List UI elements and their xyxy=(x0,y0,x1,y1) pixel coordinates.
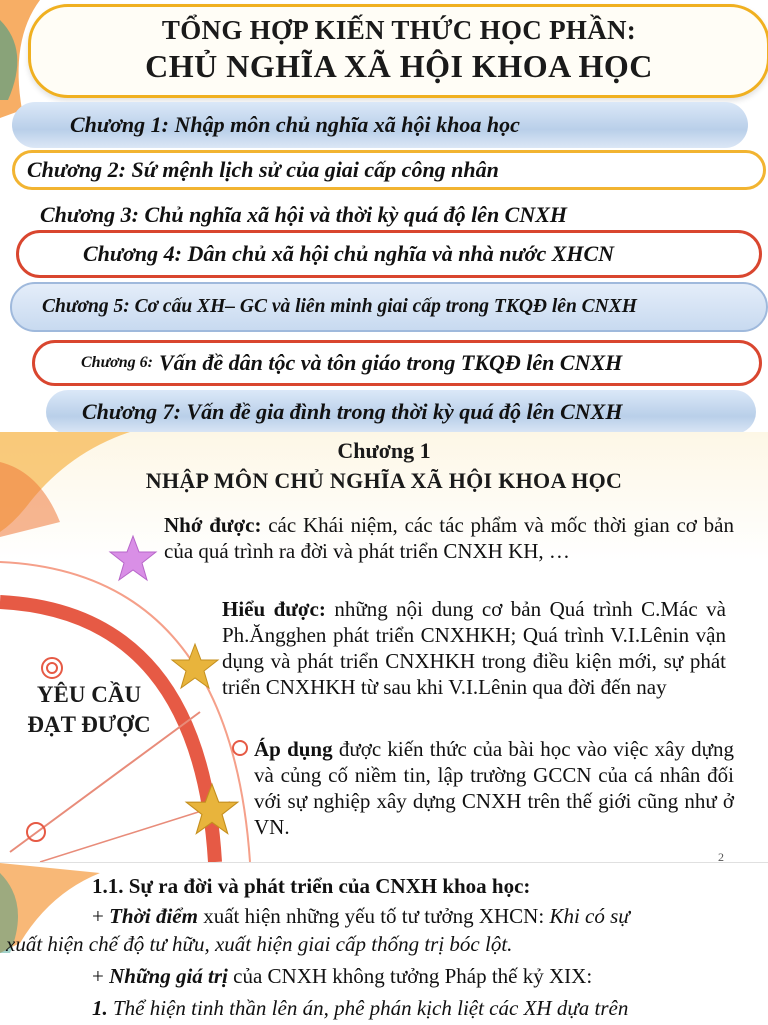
star-icon xyxy=(108,534,158,584)
chapter-1-item[interactable]: Chương 1: Nhập môn chủ nghĩa xã hội khoa học xyxy=(12,102,748,148)
title-box xyxy=(28,4,768,98)
paragraph-line xyxy=(92,903,630,930)
chapter-4-item[interactable]: Chương 4: Dân chủ xã hội chủ nghĩa và nhà nước XHCN xyxy=(16,230,762,278)
requirement-remember xyxy=(164,512,734,564)
page-title-line1: TỔNG HỢP KIẾN THỨC HỌC PHẦN: xyxy=(161,15,637,45)
chapter-heading: Chương 1 xyxy=(337,438,431,463)
requirement-text: những nội dung cơ bản Quá trình C.Mác và Ph.Ăngghen phát triển CNXHKH; Quá trình V.I.Lênin vận dụng và phát triển CNXHKH trong điều kiện mới, sự phát triển CNXHKH từ sau khi V.I.Lênin qua đời đến nay xyxy=(222,597,726,699)
body-text: của CNXH không tưởng Pháp thế kỷ XIX: xyxy=(227,964,593,988)
paragraph-line xyxy=(92,963,592,990)
requirements-label-line2: ĐẠT ĐƯỢC xyxy=(27,712,151,737)
paragraph-line xyxy=(92,995,628,1022)
body-text: xuất hiện những yếu tố tư tưởng XHCN: xyxy=(197,904,550,928)
page-number: 2 xyxy=(718,850,724,862)
chapter-6-text: Vấn đề dân tộc và tôn giáo trong TKQĐ lên CNXH xyxy=(158,350,623,375)
requirement-understand xyxy=(222,596,726,700)
emphasis-text: Những giá trị xyxy=(109,964,228,988)
requirement-apply xyxy=(254,736,734,840)
requirement-label: Hiểu được: xyxy=(222,597,326,621)
star-icon xyxy=(170,642,220,692)
bullet-prefix: + xyxy=(92,904,110,928)
requirement-label: Nhớ được: xyxy=(164,513,262,537)
requirements-label-line1: YÊU CẦU xyxy=(36,682,142,707)
paragraph-line: xuất hiện chế độ tư hữu, xuất hiện giai cấp thống trị bóc lột. xyxy=(6,932,513,956)
chapter-6-item[interactable] xyxy=(32,340,762,386)
chapter-7-item[interactable]: Chương 7: Vấn đề gia đình trong thời kỳ quá độ lên CNXH xyxy=(46,390,756,432)
italic-text: Khi có sự xyxy=(549,904,630,928)
page-title-line2: CHỦ NGHĨA XÃ HỘI KHOA HỌC xyxy=(145,48,653,84)
bullet-prefix: + xyxy=(92,964,110,988)
requirement-text: các Khái niệm, các tác phẩm và mốc thời gian cơ bản của quá trình ra đời và phát triển CNXH KH, … xyxy=(164,513,734,563)
star-icon xyxy=(184,782,240,838)
chapter-title: NHẬP MÔN CHỦ NGHĨA XÃ HỘI KHOA HỌC xyxy=(145,468,623,493)
chapter-6-prefix: Chương 6: xyxy=(81,354,153,371)
chapter-2-item[interactable]: Chương 2: Sứ mệnh lịch sử của giai cấp công nhân xyxy=(12,150,766,190)
slide-section-1-1 xyxy=(0,862,768,1025)
requirement-label: Áp dụng xyxy=(254,737,333,761)
section-heading: 1.1. Sự ra đời và phát triển của CNXH khoa học: xyxy=(92,874,531,898)
list-number: 1. xyxy=(92,996,108,1020)
chapter-5-item[interactable]: Chương 5: Cơ cấu XH– GC và liên minh giai cấp trong TKQĐ lên CNXH xyxy=(10,282,768,332)
requirements-label xyxy=(14,680,164,740)
chapter-3-item[interactable]: Chương 3: Chủ nghĩa xã hội và thời kỳ quá độ lên CNXH xyxy=(40,202,568,227)
body-text: Thể hiện tinh thần lên án, phê phán kịch liệt các XH dựa trên xyxy=(107,996,629,1020)
slide-overview xyxy=(0,0,768,432)
emphasis-text: Thời điểm xyxy=(109,904,198,928)
slide-chapter-1 xyxy=(0,432,768,862)
requirement-text: được kiến thức của bài học vào việc xây dựng và củng cố niềm tin, lập trường GCCN của cá nhân đối với sự nghiệp xây dựng CNXH trên thế giới cũng như ở VN. xyxy=(254,737,734,839)
